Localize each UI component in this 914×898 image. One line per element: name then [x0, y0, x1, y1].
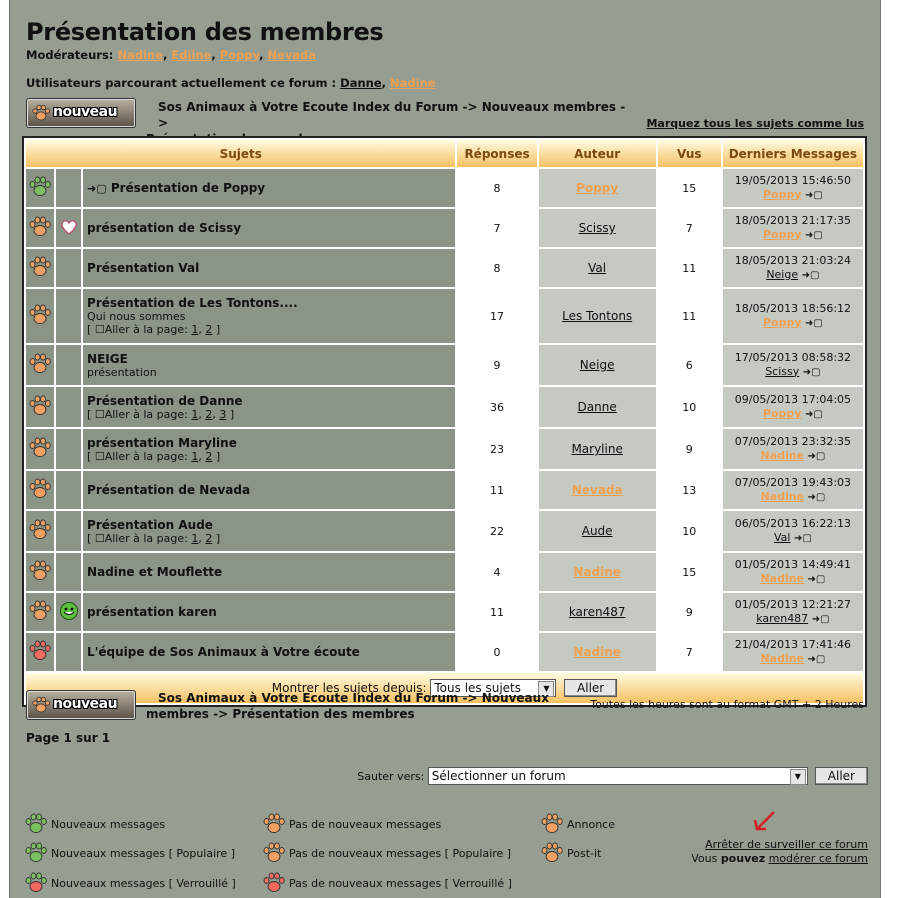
filter-go-button[interactable]: Aller: [564, 679, 617, 697]
last-post-cell: [723, 249, 863, 287]
jump-select-value: Sélectionner un forum: [431, 769, 566, 783]
forum-page: [9, 0, 881, 898]
last-post-user[interactable]: Scissy: [765, 364, 800, 378]
last-post-user[interactable]: Nadine: [760, 489, 805, 503]
paw-icon: [262, 812, 286, 836]
topic-type-icon: [56, 345, 81, 385]
breadcrumb-bottom: [146, 690, 566, 722]
page-link[interactable]: 3: [219, 407, 227, 421]
last-post-icon[interactable]: ➜▢: [811, 613, 830, 625]
last-post-icon[interactable]: ➜▢: [807, 491, 826, 503]
last-post-date: 19/05/2013 15:46:50: [734, 173, 852, 187]
heart-icon: [60, 218, 78, 236]
replies-count: 0: [457, 633, 536, 671]
you-can-bold: pouvez: [720, 852, 766, 865]
topic-type-icon: [56, 511, 81, 551]
page-title: Présentation des membres: [26, 18, 384, 46]
goto-label: Aller à la page:: [104, 531, 188, 545]
column-header-replies: Réponses: [457, 140, 536, 167]
replies-count: 4: [457, 553, 536, 591]
pagination-text: Page 1 sur 1: [26, 731, 111, 745]
views-count: 10: [658, 387, 721, 427]
last-post-cell: [723, 593, 863, 631]
page-link[interactable]: 1: [191, 449, 199, 463]
author-link[interactable]: Poppy: [576, 181, 619, 195]
legend-label: Nouveaux messages [ Verrouillé ]: [51, 876, 236, 890]
views-count: 6: [658, 345, 721, 385]
author-cell: [539, 169, 656, 207]
last-post-date: 18/05/2013 21:03:24: [734, 253, 852, 267]
paw-icon: [540, 841, 564, 865]
table-row: [26, 387, 863, 427]
last-post-icon[interactable]: ➜▢: [793, 532, 812, 544]
column-header-author: Auteur: [539, 140, 656, 167]
paw-icon: [28, 352, 52, 376]
topic-pages: [ ☐Aller à la page: 1, 2 ]: [87, 449, 221, 463]
legend-item-none-locked: [262, 871, 512, 895]
topic-status-icon: [26, 169, 54, 207]
last-post-icon[interactable]: ➜▢: [805, 189, 823, 201]
replies-count: 22: [457, 511, 536, 551]
topic-cell: [83, 633, 455, 671]
mark-all-read-link[interactable]: Marquez tous les sujets comme lus: [646, 117, 864, 130]
topic-title-link[interactable]: Présentation de Poppy: [110, 181, 266, 195]
paw-icon: [28, 639, 52, 663]
new-topic-label: nouveau: [53, 696, 118, 712]
paw-icon: [28, 518, 52, 542]
last-post-user[interactable]: Poppy: [762, 315, 802, 329]
breadcrumb-link[interactable]: Sos Animaux à Votre Ecoute Index du Forum -> Nouveaux: [158, 691, 549, 705]
last-post-icon[interactable]: ➜▢: [807, 653, 826, 665]
views-count: 15: [658, 169, 721, 207]
replies-count: 7: [457, 209, 536, 247]
column-header-last-post: Derniers Messages: [723, 140, 863, 167]
author-link[interactable]: Val: [588, 261, 607, 275]
topic-type-icon: [56, 471, 81, 509]
topic-status-icon: [26, 633, 54, 671]
topic-cell: [83, 387, 455, 427]
topic-type-icon: [56, 553, 81, 591]
topic-title-link[interactable]: Présentation Aude: [87, 517, 213, 532]
topic-cell: [83, 593, 455, 631]
table-row: [26, 209, 863, 247]
last-post-user[interactable]: Val: [773, 530, 791, 544]
topic-title-link[interactable]: présentation de Scissy: [87, 221, 242, 235]
last-post-date: 01/05/2013 12:21:27: [734, 597, 852, 611]
goto-label: Aller à la page:: [104, 449, 188, 463]
replies-count: 36: [457, 387, 536, 427]
last-post-date: 21/04/2013 17:41:46: [734, 637, 852, 651]
last-post-cell: [723, 471, 863, 509]
topic-status-icon: [26, 429, 54, 469]
author-cell: [539, 429, 656, 469]
last-post-icon[interactable]: ➜▢: [801, 269, 820, 281]
author-cell: [539, 289, 656, 343]
replies-count: 8: [457, 249, 536, 287]
paw-icon: [262, 841, 286, 865]
legend-label: Nouveaux messages: [51, 817, 166, 831]
last-post-icon[interactable]: ➜▢: [805, 408, 823, 420]
topic-title-link[interactable]: présentation karen: [87, 605, 217, 619]
last-post-cell: [723, 429, 863, 469]
author-cell: [539, 345, 656, 385]
last-post-user[interactable]: Nadine: [760, 448, 805, 462]
smiley-icon: [59, 601, 79, 621]
views-count: 9: [658, 593, 721, 631]
paw-icon: [28, 559, 52, 583]
column-header-topics: Sujets: [26, 140, 455, 167]
moderator-link[interactable]: Edjine: [171, 48, 212, 62]
topic-status-icon: [26, 345, 54, 385]
paw-icon: [24, 841, 48, 865]
topic-status-icon: [26, 553, 54, 591]
topic-type-icon: [56, 633, 81, 671]
views-count: 7: [658, 633, 721, 671]
legend-item-none-popular: [262, 841, 511, 865]
author-link[interactable]: Les Tontons: [562, 309, 633, 323]
last-post-cell: [723, 553, 863, 591]
paw-icon: [28, 394, 52, 418]
author-link[interactable]: Neige: [579, 358, 615, 372]
last-post-date: 01/05/2013 14:49:41: [734, 557, 852, 571]
you-can-text: Vous: [691, 852, 718, 865]
topic-cell: [83, 471, 455, 509]
topic-cell: [83, 511, 455, 551]
legend-item-announce: [540, 812, 615, 836]
legend-label: Nouveaux messages [ Populaire ]: [51, 846, 235, 860]
paw-icon: [28, 477, 52, 501]
goto-label: Aller à la page:: [104, 407, 188, 421]
last-post-user[interactable]: Nadine: [760, 571, 805, 585]
legend-item-none: [262, 812, 441, 836]
last-post-user[interactable]: Poppy: [762, 406, 802, 420]
topic-type-icon: [56, 593, 81, 631]
last-post-cell: [723, 209, 863, 247]
topic-type-icon: [56, 249, 81, 287]
legend-label: Annonce: [567, 817, 615, 831]
table-row: [26, 511, 863, 551]
new-topic-button[interactable]: [26, 98, 136, 128]
paw-icon: [24, 871, 48, 895]
table-row: [26, 471, 863, 509]
moderators-line: Modérateurs: Nadine, Edjine, Poppy, Nevada: [26, 48, 317, 62]
last-post-user[interactable]: Neige: [766, 267, 799, 281]
jump-label: Sauter vers:: [357, 769, 425, 783]
legend-item-sticky: [540, 841, 601, 865]
topic-title-link[interactable]: Présentation Val: [87, 261, 200, 275]
last-post-icon[interactable]: ➜▢: [805, 317, 823, 329]
topic-title-link[interactable]: L'équipe de Sos Animaux à Votre écoute: [87, 645, 360, 659]
page-link[interactable]: 2: [205, 407, 213, 421]
topic-status-icon: [26, 209, 54, 247]
author-cell: [539, 633, 656, 671]
last-post-cell: [723, 169, 863, 207]
author-cell: [539, 553, 656, 591]
views-count: 11: [658, 289, 721, 343]
table-header-row: [26, 140, 863, 167]
page-link[interactable]: 2: [205, 531, 213, 545]
moderator-link[interactable]: Nadine: [117, 48, 163, 62]
last-post-cell: [723, 345, 863, 385]
page-link[interactable]: 1: [191, 531, 199, 545]
topic-cell: [83, 209, 455, 247]
last-post-cell: [723, 289, 863, 343]
chevron-down-icon: ▼: [790, 769, 806, 785]
moderator-link[interactable]: Nevada: [267, 48, 317, 62]
topic-title-link[interactable]: Présentation de Les Tontons....: [87, 296, 298, 310]
author-cell: [539, 387, 656, 427]
jump-to-bar: [357, 767, 868, 785]
last-post-date: 07/05/2013 19:43:03: [734, 475, 852, 489]
show-since-value: Tous les sujets: [434, 681, 522, 695]
stop-watching-link[interactable]: Arrêter de surveiller ce forum: [705, 838, 868, 851]
breadcrumb-link[interactable]: Sos Animaux à Votre Ecoute Index du Forum -> Nouveaux membres ->: [158, 100, 626, 130]
last-post-date: 18/05/2013 21:17:35: [734, 213, 852, 227]
jump-go-button[interactable]: Aller: [815, 767, 868, 785]
paw-icon: [28, 599, 52, 623]
paw-icon: [31, 695, 51, 715]
paw-icon: [24, 812, 48, 836]
breadcrumb-current[interactable]: membres -> Présentation des membres: [146, 707, 415, 721]
paw-icon: [28, 303, 52, 327]
moderation-links: [691, 838, 868, 866]
author-link[interactable]: Nadine: [573, 645, 621, 659]
topic-pages: [ ☐Aller à la page: 1, 2 ]: [87, 531, 221, 545]
topic-cell: [83, 429, 455, 469]
last-post-date: 17/05/2013 08:58:32: [734, 350, 852, 364]
replies-count: 11: [457, 593, 536, 631]
user-link[interactable]: Danne: [340, 76, 382, 90]
page-link[interactable]: 1: [191, 407, 199, 421]
paw-icon: [28, 215, 52, 239]
last-post-icon[interactable]: ➜▢: [805, 229, 823, 241]
topic-title-link[interactable]: Présentation de Nevada: [87, 483, 251, 497]
topic-type-icon: [56, 289, 81, 343]
topic-subtitle: Qui nous sommes: [87, 310, 186, 323]
paw-icon: [28, 255, 52, 279]
last-post-user[interactable]: karen487: [756, 611, 809, 625]
last-post-icon[interactable]: ➜▢: [807, 573, 826, 585]
author-link[interactable]: Nevada: [571, 483, 623, 497]
last-post-icon[interactable]: ➜▢: [802, 366, 821, 378]
show-since-label: Montrer les sujets depuis:: [271, 681, 427, 695]
moderators-label: Modérateurs:: [26, 48, 114, 62]
browsing-users-label: Utilisateurs parcourant actuellement ce forum :: [26, 76, 337, 90]
page-icon: ☐: [94, 323, 105, 336]
column-header-views: Vus: [658, 140, 721, 167]
last-post-cell: [723, 511, 863, 551]
author-link[interactable]: Nadine: [573, 565, 621, 579]
replies-count: 9: [457, 345, 536, 385]
views-count: 11: [658, 249, 721, 287]
topic-status-icon: [26, 593, 54, 631]
topic-type-icon: [56, 387, 81, 427]
last-post-user[interactable]: Poppy: [762, 187, 802, 201]
page-link[interactable]: 2: [205, 449, 213, 463]
table-row: [26, 633, 863, 671]
topic-cell: [83, 553, 455, 591]
legend-label: Pas de nouveaux messages [ Populaire ]: [289, 846, 512, 860]
topic-title-link[interactable]: Nadine et Mouflette: [87, 565, 223, 579]
views-count: 7: [658, 209, 721, 247]
page-icon: ☐: [94, 407, 105, 421]
author-link[interactable]: karen487: [568, 605, 626, 619]
chevron-down-icon: ▼: [538, 681, 554, 697]
legend-item-new-locked: [24, 871, 236, 895]
new-topic-button-bottom[interactable]: [26, 690, 136, 720]
last-post-icon[interactable]: ➜▢: [807, 450, 826, 462]
jump-select[interactable]: [428, 767, 808, 785]
author-cell: [539, 471, 656, 509]
paw-icon: [540, 812, 564, 836]
moderator-link[interactable]: Poppy: [219, 48, 260, 62]
topic-status-icon: [26, 471, 54, 509]
table-row: [26, 169, 863, 207]
topic-pages: [ ☐Aller à la page: 1, 2, 3 ]: [87, 407, 235, 421]
goto-label: Aller à la page:: [104, 323, 188, 336]
last-post-cell: [723, 387, 863, 427]
legend-label: Pas de nouveaux messages: [289, 817, 442, 831]
topic-title-link[interactable]: NEIGE: [87, 351, 128, 366]
topic-status-icon: [26, 289, 54, 343]
topic-cell: [83, 345, 455, 385]
page-link[interactable]: 2: [205, 323, 213, 336]
views-count: 13: [658, 471, 721, 509]
table-row: [26, 345, 863, 385]
browsing-users-line: Utilisateurs parcourant actuellement ce forum : Danne, Nadine: [26, 76, 436, 90]
page-icon: ☐: [94, 531, 105, 545]
table-row: [26, 249, 863, 287]
views-count: 9: [658, 429, 721, 469]
author-link[interactable]: Maryline: [571, 442, 623, 456]
arrow-pointer-icon: [752, 810, 776, 832]
legend-label: Post-it: [567, 846, 602, 860]
author-cell: [539, 511, 656, 551]
views-count: 10: [658, 511, 721, 551]
topic-status-icon: [26, 249, 54, 287]
author-link[interactable]: Aude: [581, 524, 613, 538]
timezone-note: Toutes les heures sont au format GMT + 2 Heures: [590, 698, 864, 711]
table-row: [26, 553, 863, 591]
moderate-forum-link[interactable]: modérer ce forum: [768, 852, 868, 865]
paw-icon: [262, 871, 286, 895]
topic-type-icon: [56, 429, 81, 469]
legend-label: Pas de nouveaux messages [ Verrouillé ]: [289, 876, 512, 890]
new-topic-label: nouveau: [53, 104, 118, 120]
views-count: 15: [658, 553, 721, 591]
topic-cell: [83, 169, 455, 207]
page-icon: ☐: [94, 449, 105, 463]
topic-pages: [ ☐Aller à la page: 1, 2 ]: [87, 323, 221, 336]
replies-count: 17: [457, 289, 536, 343]
replies-count: 11: [457, 471, 536, 509]
topic-title-link[interactable]: présentation Maryline: [87, 435, 237, 450]
author-link[interactable]: Scissy: [578, 221, 616, 235]
last-post-icon: ➜▢: [87, 182, 107, 195]
last-post-date: 09/05/2013 17:04:05: [734, 392, 852, 406]
table-row: [26, 429, 863, 469]
last-post-cell: [723, 633, 863, 671]
topic-cell: [83, 249, 455, 287]
author-cell: [539, 249, 656, 287]
topic-cell: [83, 289, 455, 343]
last-post-user[interactable]: Poppy: [762, 227, 802, 241]
last-post-date: 07/05/2013 23:32:35: [734, 434, 852, 448]
page-link[interactable]: 1: [191, 323, 199, 336]
author-cell: [539, 209, 656, 247]
topic-subtitle: présentation: [87, 365, 157, 379]
author-cell: [539, 593, 656, 631]
topic-type-icon: [56, 169, 81, 207]
paw-icon: [31, 103, 51, 123]
last-post-user[interactable]: Nadine: [760, 651, 805, 665]
legend-item-new: [24, 812, 165, 836]
paw-icon: [28, 175, 52, 199]
author-link[interactable]: Danne: [577, 400, 617, 414]
last-post-date: 18/05/2013 18:56:12: [734, 301, 852, 315]
user-link[interactable]: Nadine: [390, 76, 436, 90]
topic-title-link[interactable]: Présentation de Danne: [87, 393, 243, 408]
topic-type-icon: [56, 209, 81, 247]
last-post-date: 06/05/2013 16:22:13: [734, 516, 852, 530]
table-row: [26, 289, 863, 343]
topic-status-icon: [26, 511, 54, 551]
topic-status-icon: [26, 387, 54, 427]
topics-table: [22, 136, 867, 707]
legend-item-new-popular: [24, 841, 235, 865]
table-row: [26, 593, 863, 631]
paw-icon: [28, 436, 52, 460]
replies-count: 8: [457, 169, 536, 207]
replies-count: 23: [457, 429, 536, 469]
